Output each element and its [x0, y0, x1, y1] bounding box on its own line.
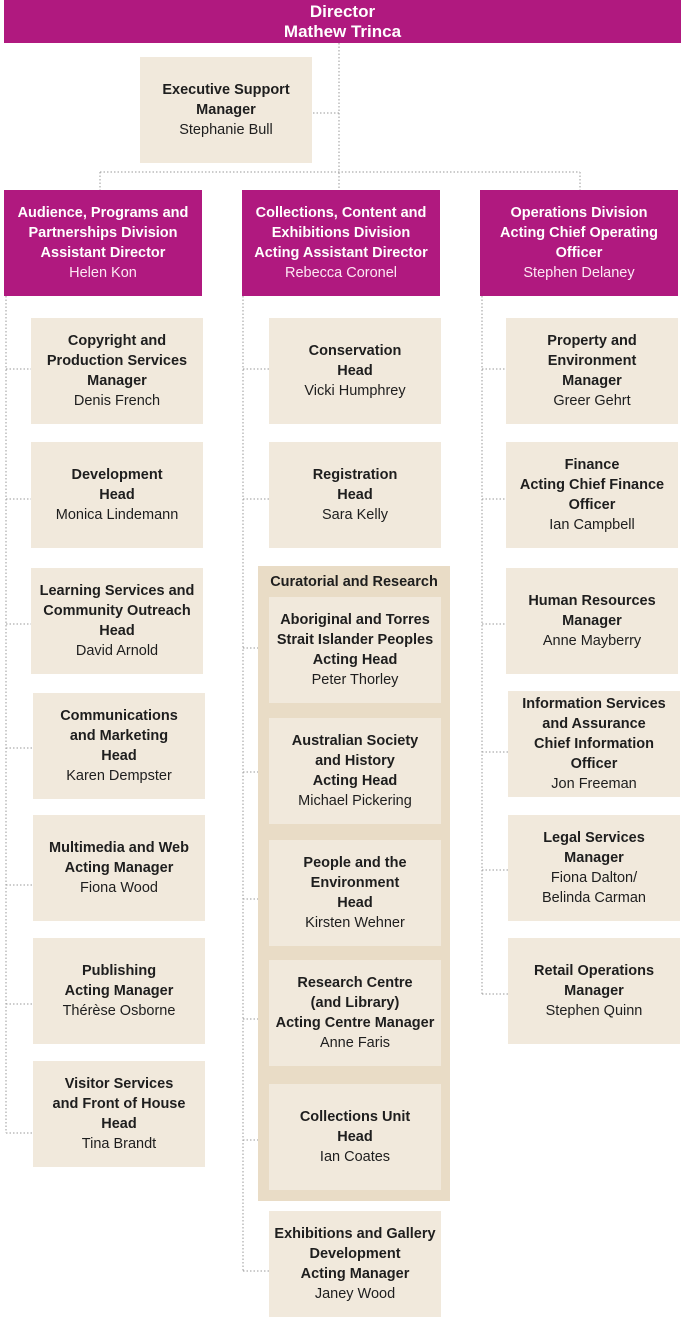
division-title: Operations Division Acting Chief Operating Officer: [500, 205, 658, 261]
unit-box: [506, 442, 678, 548]
unit-box: [31, 568, 203, 674]
unit-title: Conservation Head: [308, 343, 402, 379]
unit-person: Karen Dempster: [66, 768, 172, 784]
unit-person: David Arnold: [75, 643, 159, 659]
unit-title: Legal Services Manager: [543, 830, 645, 866]
unit-title: Property and Environment Manager: [547, 333, 637, 389]
unit-box: [506, 318, 678, 424]
division-head-name: Helen Kon: [69, 265, 137, 281]
unit-person: Monica Lindemann: [55, 507, 179, 523]
director-title: Director: [309, 1, 376, 21]
unit-title: Publishing Acting Manager: [64, 963, 174, 999]
unit-box: [269, 1211, 441, 1317]
unit-box: [269, 597, 441, 703]
unit-title: Copyright and Production Services Manager: [46, 333, 188, 389]
unit-person: Anne Faris: [319, 1035, 391, 1051]
exec-support-name: Stephanie Bull: [179, 122, 273, 138]
unit-person: Thérèse Osborne: [62, 1003, 176, 1019]
unit-box: [508, 691, 680, 797]
unit-person: Denis French: [73, 393, 161, 409]
unit-person: Janey Wood: [314, 1286, 396, 1302]
unit-title: People and the Environment Head: [303, 855, 407, 911]
unit-title: Finance Acting Chief Finance Officer: [519, 457, 665, 513]
unit-box: [269, 840, 441, 946]
unit-title: Research Centre (and Library) Acting Centre Manager: [275, 975, 435, 1031]
unit-person: Peter Thorley: [311, 672, 399, 688]
unit-box: [508, 815, 680, 921]
unit-title: Australian Society and History Acting Head: [291, 733, 419, 789]
unit-title: Development Head: [71, 467, 163, 503]
unit-box: [33, 693, 205, 799]
division-head-name: Rebecca Coronel: [284, 265, 398, 281]
unit-title: Exhibitions and Gallery Development Acting Manager: [274, 1226, 436, 1282]
unit-box: [31, 318, 203, 424]
division-title: Collections, Content and Exhibitions Division Acting Assistant Director: [254, 205, 428, 261]
unit-person: Tina Brandt: [81, 1136, 157, 1152]
division-head-name: Stephen Delaney: [523, 265, 635, 281]
unit-person: Stephen Quinn: [545, 1003, 643, 1019]
unit-person: Vicki Humphrey: [304, 383, 406, 399]
unit-title: Information Services and Assurance Chief Information Officer: [522, 696, 666, 772]
unit-title: Retail Operations Manager: [533, 963, 655, 999]
unit-box: [33, 815, 205, 921]
unit-box: [33, 1061, 205, 1167]
unit-box: [269, 442, 441, 548]
unit-person: Sara Kelly: [321, 507, 389, 523]
unit-person: Michael Pickering: [298, 793, 412, 809]
division-operations: [480, 190, 678, 296]
unit-title: Aboriginal and Torres Strait Islander Peoples Acting Head: [276, 612, 434, 668]
unit-title: Human Resources Manager: [528, 593, 656, 629]
unit-box: [508, 938, 680, 1044]
unit-person: Kirsten Wehner: [305, 915, 405, 931]
unit-box: [506, 568, 678, 674]
unit-box: [269, 318, 441, 424]
unit-box: [269, 960, 441, 1066]
unit-title: Communications and Marketing Head: [60, 708, 178, 764]
unit-box: [33, 938, 205, 1044]
curatorial-group-label: Curatorial and Research: [270, 574, 438, 590]
division-title: Audience, Programs and Partnerships Division Assistant Director: [17, 205, 189, 261]
exec-support-title: Executive Support Manager: [162, 82, 290, 118]
unit-person: Fiona Dalton/ Belinda Carman: [542, 870, 646, 906]
unit-person: Fiona Wood: [80, 880, 158, 896]
exec-support-box: [140, 57, 312, 163]
unit-title: Learning Services and Community Outreach Head: [39, 583, 195, 639]
unit-title: Multimedia and Web Acting Manager: [49, 840, 189, 876]
unit-person: Greer Gehrt: [553, 393, 631, 409]
unit-box: [269, 718, 441, 824]
unit-person: Anne Mayberry: [542, 633, 642, 649]
division-audience: [4, 190, 202, 296]
division-collections: [242, 190, 440, 296]
director-box: [4, 0, 681, 43]
unit-title: Registration Head: [312, 467, 398, 503]
unit-box: [269, 1084, 441, 1190]
unit-title: Collections Unit Head: [299, 1109, 411, 1145]
unit-title: Visitor Services and Front of House Head: [52, 1076, 186, 1132]
unit-box: [31, 442, 203, 548]
unit-person: Ian Campbell: [549, 517, 635, 533]
director-name: Mathew Trinca: [283, 21, 402, 41]
unit-person: Jon Freeman: [551, 776, 637, 792]
unit-person: Ian Coates: [319, 1149, 391, 1165]
